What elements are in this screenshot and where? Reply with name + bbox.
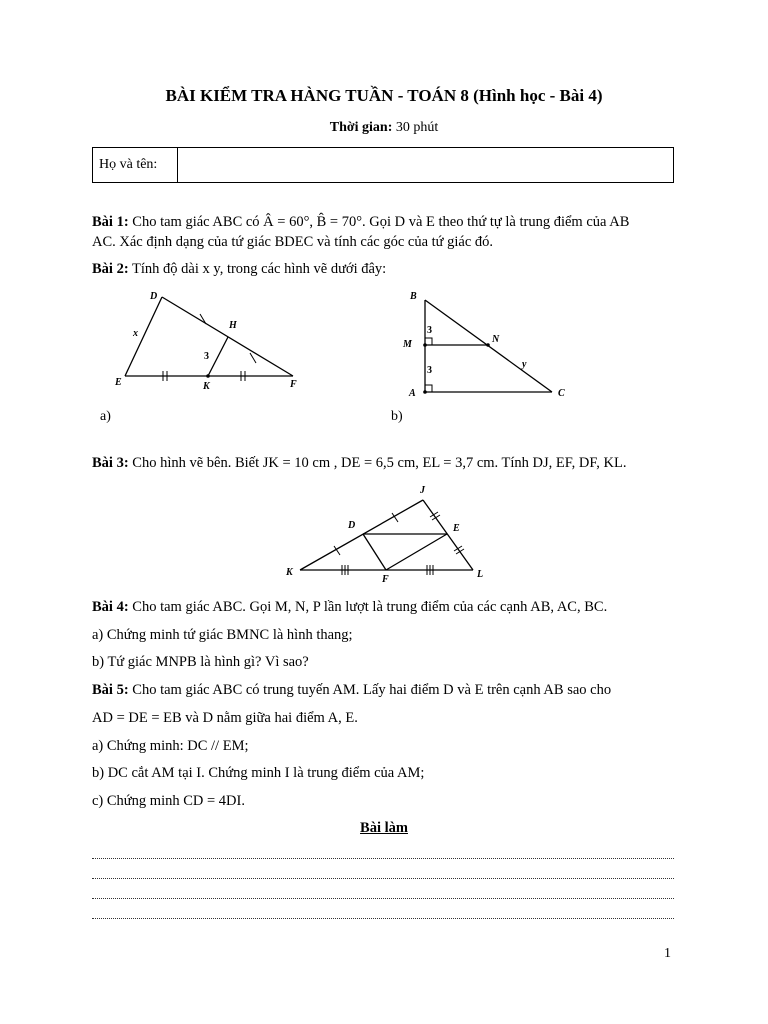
label-L3: L: [477, 569, 484, 580]
label-y: y: [522, 359, 527, 370]
label-C: C: [558, 388, 565, 399]
label-3a: 3: [427, 325, 432, 336]
problem-5c: c) Chứng minh CD = 4DI.: [92, 793, 245, 809]
label-3: 3: [204, 351, 209, 362]
problem-2-text: Tính độ dài x y, trong các hình vẽ dưới đây:: [132, 261, 387, 277]
label-N: N: [492, 334, 500, 345]
problem-5-text: Cho tam giác ABC có trung tuyến AM. Lấy hai điểm D và E trên cạnh AB sao cho: [132, 682, 612, 698]
answer-line[interactable]: [92, 878, 674, 879]
problem-4b: b) Tứ giác MNPB là hình gì? Vì sao?: [92, 654, 309, 670]
label-M: M: [403, 339, 412, 350]
name-label: Họ và tên:: [93, 148, 178, 182]
problem-5-label: Bài 5:: [92, 682, 129, 698]
label-J: J: [420, 485, 425, 496]
page-title: BÀI KIỂM TRA HÀNG TUẦN - TOÁN 8 (Hình học - Bài 4): [165, 86, 603, 105]
problem-4-text: Cho tam giác ABC. Gọi M, N, P lần lượt là trung điểm của các cạnh AB, AC, BC.: [132, 599, 608, 615]
figure-2a: [110, 285, 310, 395]
problem-4-label: Bài 4:: [92, 599, 129, 615]
label-x: x: [133, 328, 138, 339]
page-number: 1: [664, 946, 671, 961]
problem-3: [92, 453, 682, 473]
label-F: F: [290, 379, 297, 390]
time-value: 30 phút: [395, 120, 439, 135]
work-heading: Bài làm: [360, 820, 408, 836]
answer-line[interactable]: [92, 898, 674, 899]
label-D: D: [150, 291, 158, 302]
time-limit: [0, 120, 768, 136]
label-E3: E: [453, 523, 460, 534]
problem-3-text: Cho hình vẽ bên. Biết JK = 10 cm , DE = 6,5 cm, EL = 3,7 cm. Tính DJ, EF, DF, KL.: [132, 455, 627, 471]
problem-5: [92, 680, 682, 700]
problem-2: [92, 259, 682, 279]
figure-2a-caption: a): [100, 409, 111, 424]
time-label: Thời gian:: [329, 120, 393, 135]
problem-5b: b) DC cắt AM tại I. Chứng minh I là trung điểm của AM;: [92, 765, 425, 781]
label-H: H: [229, 320, 237, 331]
problem-1: [92, 212, 682, 252]
label-E: E: [115, 377, 122, 388]
problem-2-label: Bài 2:: [92, 261, 129, 277]
problem-3-label: Bài 3:: [92, 455, 129, 471]
problem-1-label: Bài 1:: [92, 214, 129, 230]
figure-3: [280, 480, 500, 585]
problem-5a: a) Chứng minh: DC // EM;: [92, 738, 249, 754]
label-F3: F: [382, 574, 389, 585]
label-D3: D: [348, 520, 356, 531]
name-box: [92, 147, 674, 183]
figure-2b: [395, 285, 585, 405]
label-B: B: [410, 291, 417, 302]
label-3b: 3: [427, 365, 432, 376]
label-K3: K: [286, 567, 293, 578]
answer-line[interactable]: [92, 858, 674, 859]
problem-4a: a) Chứng minh tứ giác BMNC là hình thang;: [92, 627, 353, 643]
figure-2b-caption: b): [391, 409, 403, 424]
problem-4: [92, 597, 682, 617]
label-A: A: [409, 388, 416, 399]
name-field[interactable]: [178, 148, 673, 182]
problem-1-line1: Cho tam giác ABC có Â = 60°, B̂ = 70°. Gọi D và E theo thứ tự là trung điểm của AB: [132, 214, 630, 230]
answer-line[interactable]: [92, 918, 674, 919]
problem-1-line2: AC. Xác định dạng của tứ giác BDEC và tính các góc của tứ giác đó.: [92, 234, 494, 250]
problem-5-line2: AD = DE = EB và D nằm giữa hai điểm A, E.: [92, 710, 358, 726]
label-K: K: [203, 381, 210, 392]
